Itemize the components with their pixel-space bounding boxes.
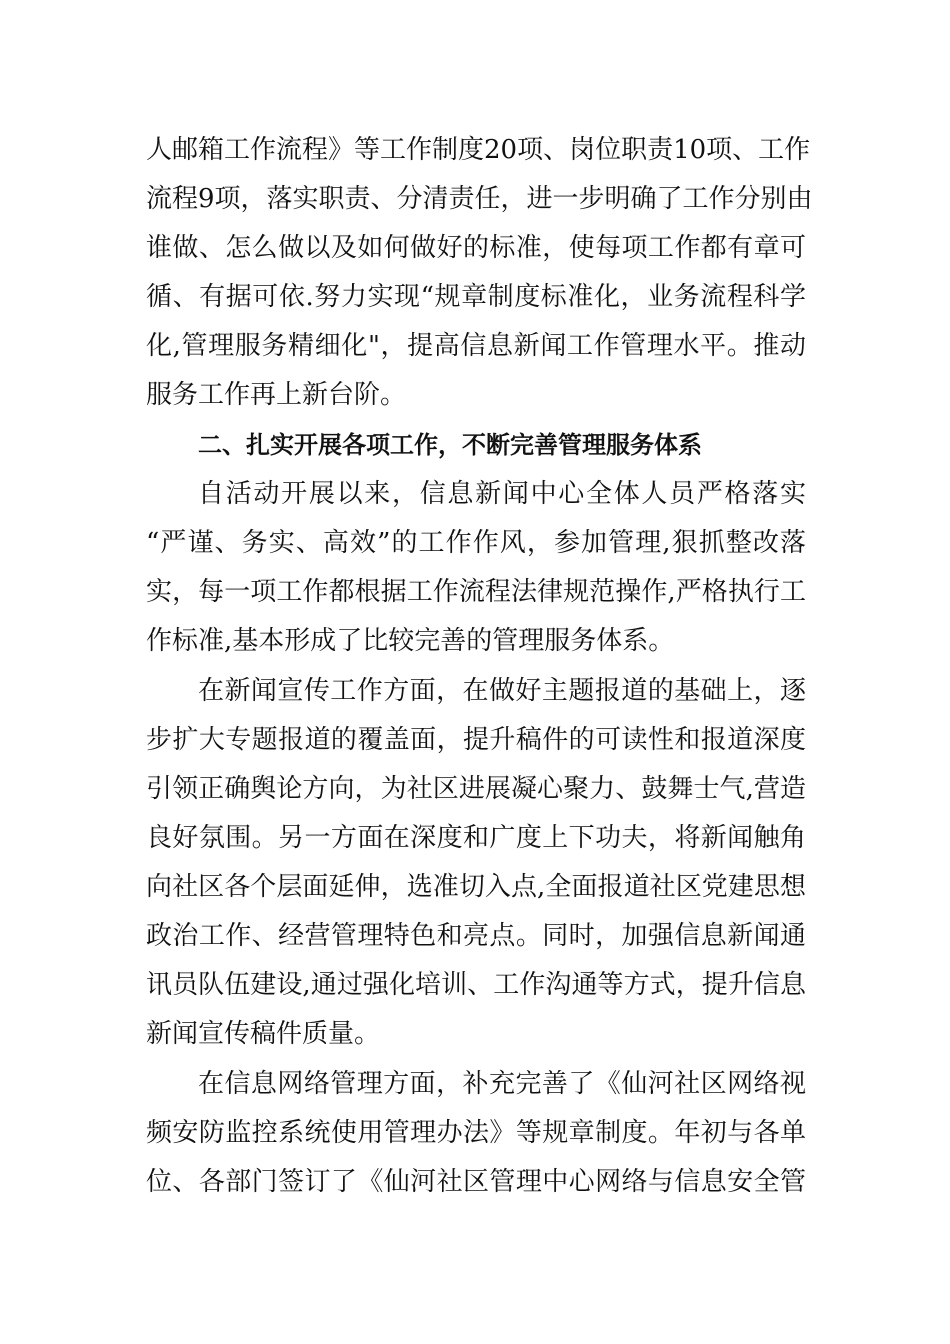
text-line: 良好氛围。另一方面在深度和广度上下功夫，将新闻触角 [146,823,806,853]
text-line: 位、各部门签订了《仙河社区管理中心网络与信息安全管 [146,1167,806,1197]
text-line: 步扩大专题报道的覆盖面，提升稿件的可读性和报道深度 [146,725,806,755]
text-line: 引领正确舆论方向，为社区进展凝心聚力、鼓舞士气,营造 [146,774,806,804]
text-line: 人邮箱工作流程》等工作制度20项、岗位职责10项、工作 [146,135,811,165]
text-line: 讯员队伍建设,通过强化培训、工作沟通等方式，提升信息 [146,970,806,1000]
text-line: 谁做、怎么做以及如何做好的标准，使每项工作都有章可 [146,233,806,263]
text-line: “严谨、务实、高效”的工作作风，参加管理,狠抓整改落 [146,528,806,558]
text-line: 流程9项，落实职责、分清责任，进一步明确了工作分别由 [146,184,813,214]
text-line: 服务工作再上新台阶。 [146,380,407,410]
text-line: 在信息网络管理方面，补充完善了《仙河社区网络视 [198,1069,806,1099]
text-line: 实，每一项工作都根据工作流程法律规范操作,严格执行工 [146,577,806,607]
text-line: 频安防监控系统使用管理办法》等规章制度。年初与各单 [146,1118,806,1148]
text-line: 循、有据可依.努力实现“规章制度标准化，业务流程科学 [146,282,806,312]
section-heading: 二、扎实开展各项工作，不断完善管理服务体系 [198,431,702,459]
text-line: 化,管理服务精细化"，提高信息新闻工作管理水平。推动 [146,331,806,361]
text-line: 新闻宣传稿件质量。 [146,1019,381,1049]
text-line: 政治工作、经营管理特色和亮点。同时，加强信息新闻通 [146,921,806,951]
text-line: 在新闻宣传工作方面，在做好主题报道的基础上，逐 [198,676,806,706]
text-line: 向社区各个层面延伸，选准切入点,全面报道社区党建思想 [146,872,806,902]
text-line: 自活动开展以来，信息新闻中心全体人员严格落实 [198,479,806,509]
text-line: 作标准,基本形成了比较完善的管理服务体系。 [146,626,675,656]
